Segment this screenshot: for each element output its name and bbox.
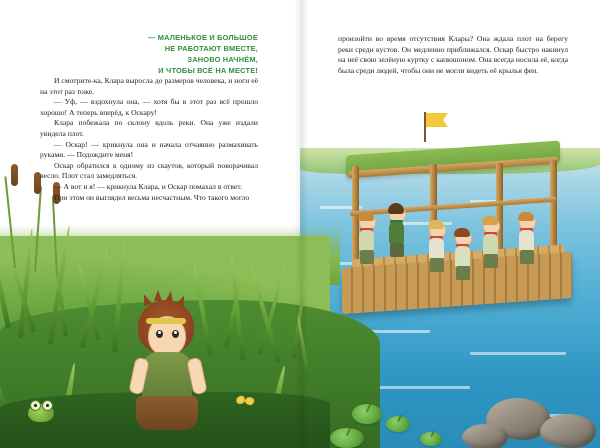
butterfly — [236, 396, 254, 410]
lily-pad — [330, 428, 364, 448]
paragraph: произойти во время отсутствия Клары? Она ждала плот на берегу реки среди кустов. Он медленно приближался. Оскар быстро накинул на неё свою зелёную куртку с капюшоном. Она всегда носила её, когда была среди людей, чтобы они не могли видеть её крылья феи. — [338, 34, 568, 75]
verse-line: — МАЛЕНЬКОЕ И БОЛЬШОЕ — [147, 33, 258, 42]
flag-pole — [424, 112, 426, 142]
paragraph: И смотрите-ка, Клара выросла до размеров человека, и ноги её на этот раз тоже. — [40, 76, 258, 96]
paragraph: — Уф, — вздохнула она, — хотя бы в этот раз всё прошло хорошо! А теперь вперёд, к Оскару! — [40, 97, 258, 117]
lily-pad — [352, 404, 382, 424]
paragraph: Клара побежала по склону вдоль реки. Она уже издали увидела плот. — [40, 118, 258, 138]
water-sparkle — [470, 352, 566, 355]
paragraph: При этом он выглядел весьма несчастным. Что такого могло — [54, 192, 250, 202]
right-page-text — [338, 34, 568, 76]
raft — [336, 130, 588, 330]
left-page-text — [40, 76, 258, 203]
cattail-head — [11, 164, 18, 186]
frog-eye — [42, 400, 53, 411]
rock — [540, 414, 596, 448]
skirt — [136, 396, 198, 430]
eye — [156, 330, 163, 338]
verse-line: ЗАНОВО НАЧНЁМ, — [187, 55, 258, 64]
rock — [462, 424, 508, 448]
verse-line: И ЧТОБЫ ВСЁ НА МЕСТЕ! — [158, 66, 258, 75]
verse-block — [40, 32, 258, 76]
paragraph: Оскар обратился к одному из скаутов, который поворачивал весло. Плот стал замедляться. — [40, 160, 258, 181]
pennant-flag-icon — [426, 113, 448, 127]
lily-pad — [420, 432, 442, 446]
paragraph: — А вот и я! — крикнула Клара, и Оскар помахал в ответ. — [54, 181, 242, 191]
paragraph: — Оскар! — крикнула она и начала отчаянно размахивать руками. — Подождите меня! — [40, 139, 258, 160]
lily-pad — [386, 416, 410, 432]
verse-line: НЕ РАБОТАЮТ ВМЕСТЕ, — [164, 44, 258, 53]
frog-eye — [30, 400, 41, 411]
headband — [146, 318, 186, 324]
eye — [172, 330, 179, 338]
character-klara — [128, 300, 218, 448]
